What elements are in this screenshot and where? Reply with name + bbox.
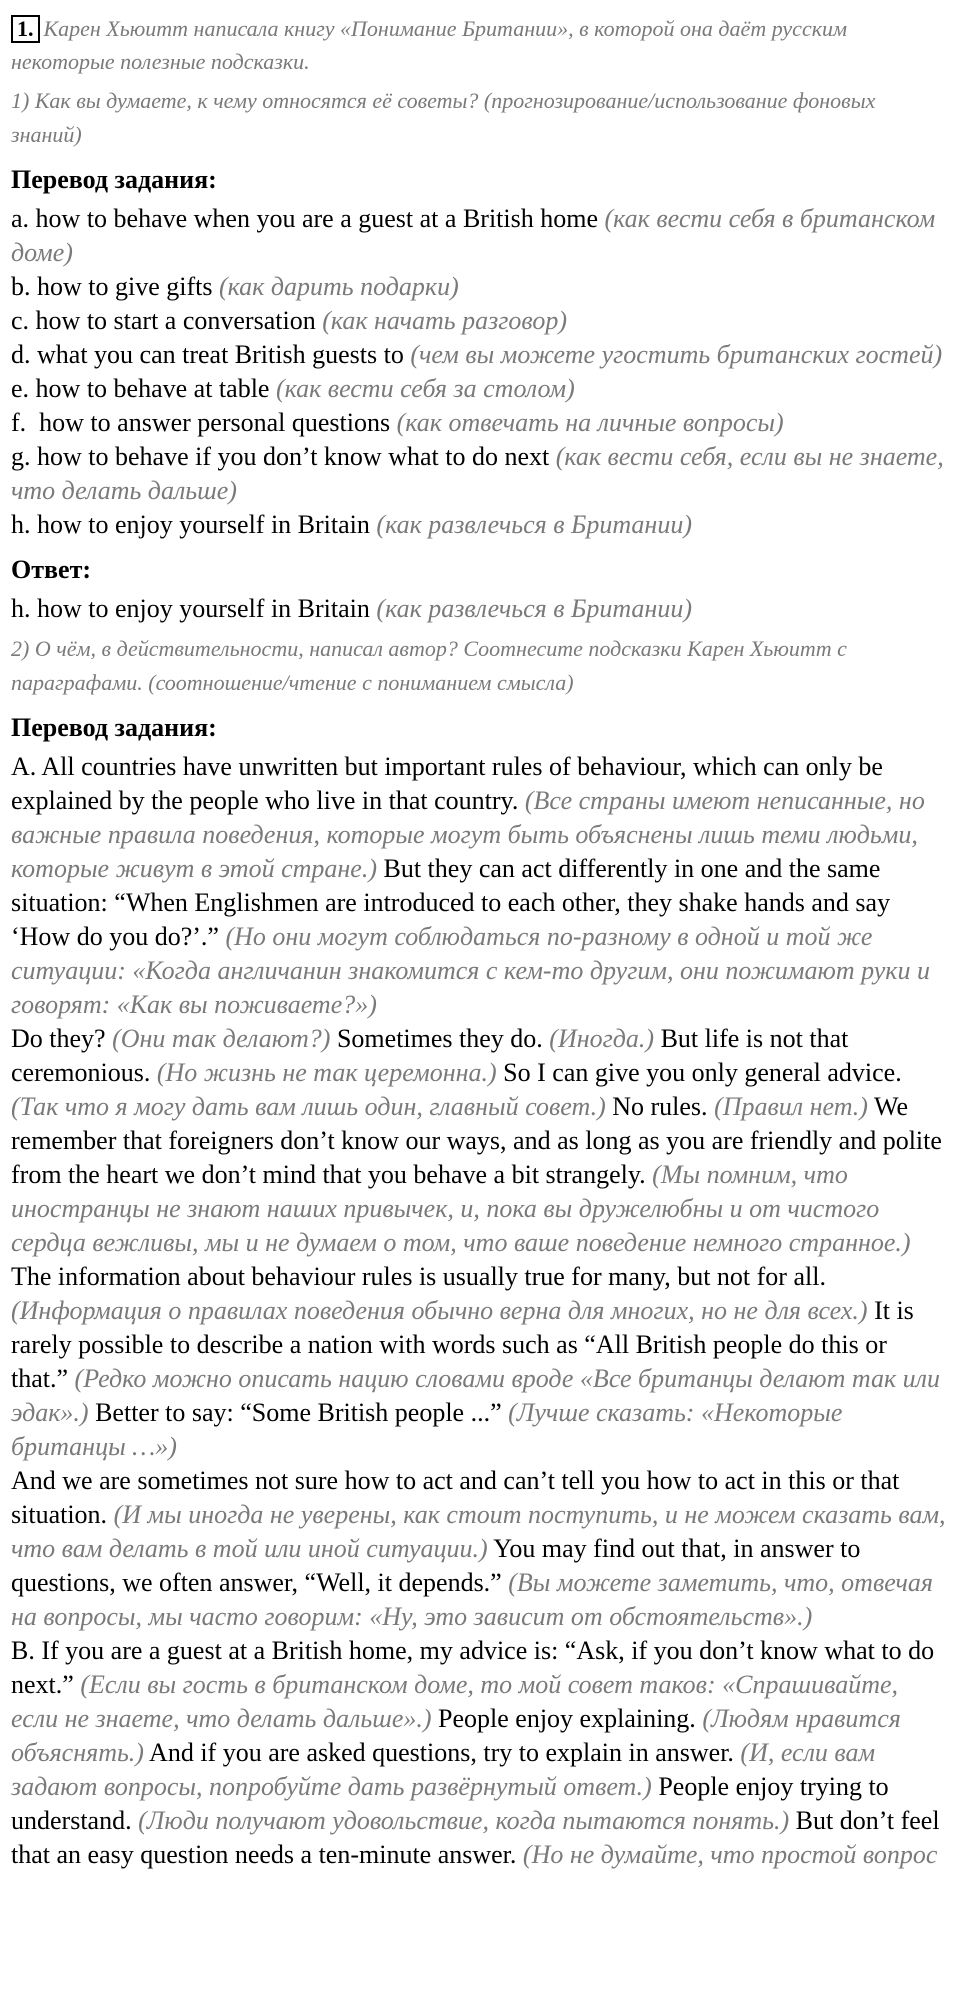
item-en: e. how to behave at table (11, 374, 270, 403)
sentence-en: Better to say: “Some British people ...” (95, 1398, 502, 1427)
answer-ru: (как развлечься в Британии) (376, 594, 692, 623)
sentence-ru: (Лучше сказать: «Некоторые британцы …») (11, 1398, 843, 1461)
sentence-en: People enjoy explaining. (438, 1704, 696, 1733)
item-ru: (как дарить подарки) (219, 272, 459, 301)
answer-item (11, 592, 948, 626)
question-2: 2) О чём, в действительности, написал автор? Соотнесите подсказки Карен Хьюитт с параграфами. (соотношение/чтение с пониманием смысла) (11, 636, 847, 695)
item-en: h. how to enjoy yourself in Britain (11, 510, 370, 539)
sentence-ru: (Иногда.) (549, 1024, 655, 1053)
item-en: d. what you can treat British guests to (11, 340, 404, 369)
sentence-ru: (Вы можете заметить, что, отвечая на вопросы, мы часто говорим: «Ну, это зависит от обстоятельств».) (11, 1568, 933, 1631)
sentence-ru: (И, если вам задают вопросы, попробуйте дать развёрнутый ответ.) (11, 1738, 876, 1801)
translation-heading: Перевод задания: (11, 165, 217, 194)
sentence-en: And if you are asked questions, try to explain in answer. (149, 1738, 734, 1767)
sentence-ru: (Но жизнь не так церемонна.) (156, 1058, 497, 1087)
list-item (11, 440, 948, 508)
sentence-en: You may find out that, in answer to questions, we often answer, “Well, it depends.” (11, 1534, 861, 1597)
task-intro (11, 12, 948, 78)
item-ru: (как вести себя, если вы не знаете, что делать дальше) (11, 442, 944, 505)
list-item (11, 202, 948, 270)
item-ru: (как вести себя за столом) (275, 374, 575, 403)
sentence-en: So I can give you only general advice. (503, 1058, 902, 1087)
sentence-ru: (Но не думайте, что простой вопрос (522, 1840, 938, 1869)
paragraph (11, 1260, 948, 1464)
sentence-ru: (Но они могут соблюдаться по-разному в одной и той же ситуации: «Когда англичанин знакомится с кем-то другим, они пожимают руки и говорят: «Как вы поживаете?») (11, 922, 930, 1019)
sentence-ru: (Они так делают?) (112, 1024, 331, 1053)
sentence-en: And we are sometimes not sure how to act and can’t tell you how to act in this or that situation. (11, 1466, 900, 1529)
sentence-ru: (Правил нет.) (714, 1092, 868, 1121)
paragraph (11, 1022, 948, 1260)
sentence-en: But don’t feel that an easy question needs a ten-minute answer. (11, 1806, 940, 1869)
item-en: a. how to behave when you are a guest at a British home (11, 204, 598, 233)
sentence-ru: (Мы помним, что иностранцы не знают наших привычек, и, пока вы дружелюбны и от чистого сердца вежливы, мы и не думаем о том, что ваше поведение немного странное.) (11, 1160, 911, 1257)
sentence-ru: (Так что я могу дать вам лишь один, главный совет.) (11, 1092, 606, 1121)
sentence-ru: (И мы иногда не уверены, как стоит поступить, и не можем сказать вам, что вам делать в той или иной ситуации.) (11, 1500, 946, 1563)
sentence-en: Do they? (11, 1024, 106, 1053)
list-item (11, 406, 948, 440)
paragraph (11, 1634, 948, 1872)
sentence-ru: (Все страны имеют неписанные, но важные правила поведения, которые могут быть объяснены лишь теми людьми, которые живут в этой стране.) (11, 786, 925, 883)
sentence-en: The information about behaviour rules is usually true for many, but not for all. (11, 1262, 826, 1291)
sentence-en: It is rarely possible to describe a nation with words such as “All British people do this or that.” (11, 1296, 914, 1393)
translation-heading-2: Перевод задания: (11, 713, 217, 742)
item-ru: (как развлечься в Британии) (376, 510, 692, 539)
sentence-ru: (Люди получают удовольствие, когда пытаются понять.) (138, 1806, 790, 1835)
list-item (11, 304, 948, 338)
item-ru: (как вести себя в британском доме) (11, 204, 936, 267)
sentence-en: But life is not that ceremonious. (11, 1024, 849, 1087)
sentence-en: We remember that foreigners don’t know our ways, and as long as you are friendly and polite from the heart we don’t mind that you behave a bit strangely. (11, 1092, 942, 1189)
item-ru: (как начать разговор) (322, 306, 567, 335)
sentence-ru: (Информация о правилах поведения обычно верна для многих, но не для всех.) (11, 1296, 868, 1325)
list-item (11, 270, 948, 304)
answer-heading: Ответ: (11, 555, 92, 584)
sentence-en: B. If you are a guest at a British home, my advice is: “Ask, if you don’t know what to do next.” (11, 1636, 935, 1699)
item-ru: (чем вы можете угостить британских гостей) (410, 340, 943, 369)
list-item (11, 372, 948, 406)
answer-en: h. how to enjoy yourself in Britain (11, 594, 370, 623)
item-en: g. how to behave if you don’t know what to do next (11, 442, 550, 471)
sentence-ru: (Людям нравится объяснять.) (11, 1704, 901, 1767)
sentence-en: A. All countries have unwritten but important rules of behaviour, which can only be explained by the people who live in that country. (11, 752, 883, 815)
list-item (11, 338, 948, 372)
item-ru: (как отвечать на личные вопросы) (396, 408, 784, 437)
sentence-en: But they can act differently in one and the same situation: “When Englishmen are introduced to each other, they shake hands and say ‘How do you do?’.” (11, 854, 891, 951)
items-list (11, 202, 948, 542)
sentence-ru: (Редко можно описать нацию словами вроде «Все британцы делают так или эдак».) (11, 1364, 940, 1427)
sentence-ru: (Если вы гость в британском доме, то мой совет таков: «Спрашивайте, если не знаете, что делать дальше».) (11, 1670, 899, 1733)
paragraph (11, 750, 948, 1022)
item-en: b. how to give gifts (11, 272, 213, 301)
task-number: 1. (11, 15, 40, 43)
sentence-en: Sometimes they do. (336, 1024, 543, 1053)
sentence-en: No rules. (612, 1092, 708, 1121)
question-1: 1) Как вы думаете, к чему относятся её советы? (прогнозирование/использование фоновых знаний) (11, 88, 876, 147)
item-en: f. how to answer personal questions (11, 408, 391, 437)
list-item (11, 508, 948, 542)
sentence-en: People enjoy trying to understand. (11, 1772, 889, 1835)
intro-text: Карен Хьюитт написала книгу «Понимание Британии», в которой она даёт русским некоторые полезные подсказки. (11, 16, 848, 74)
text-body (11, 750, 948, 1872)
item-en: c. how to start a conversation (11, 306, 316, 335)
paragraph (11, 1464, 948, 1634)
